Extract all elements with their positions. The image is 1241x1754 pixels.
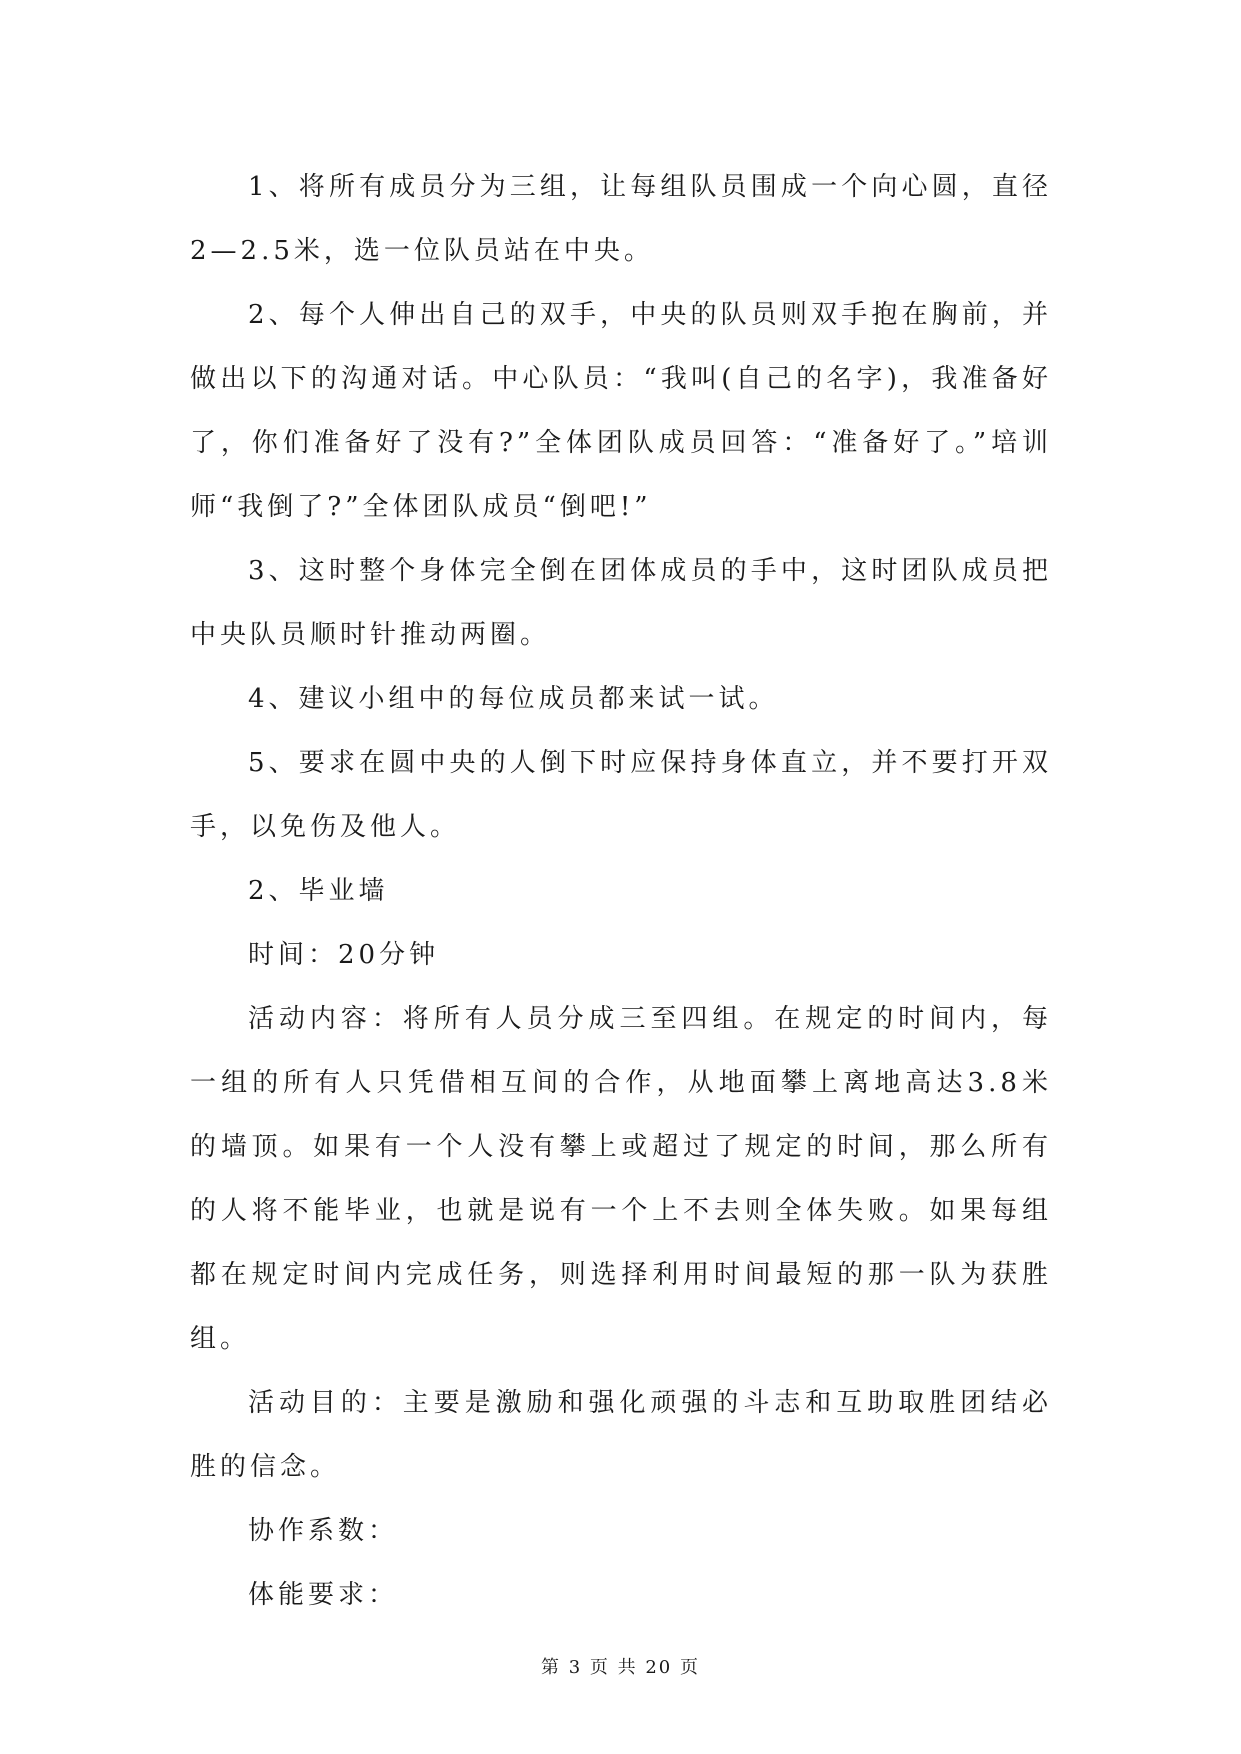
document-body xyxy=(190,155,1052,1627)
page-number-footer: 第 3 页 共 20 页 xyxy=(541,1657,700,1678)
paragraph-activity-content: 活动内容：将所有人员分成三至四组。在规定的时间内，每一组的所有人只凭借相互间的合作，从地面攀上离地高达3.8米的墙顶。如果有一个人没有攀上或超过了规定的时间，那么所有的人将不能毕业，也就是说有一个上不去则全体失败。如果每组都在规定时间内完成任务，则选择利用时间最短的那一队为获胜组。 xyxy=(190,1004,1052,1354)
paragraph-cooperation-factor: 协作系数： xyxy=(248,1516,399,1546)
paragraph-step-5: 5、要求在圆中央的人倒下时应保持身体直立，并不要打开双手，以免伤及他人。 xyxy=(190,748,1052,842)
paragraph-activity-goal: 活动目的：主要是激励和强化顽强的斗志和互助取胜团结必胜的信念。 xyxy=(190,1388,1052,1482)
paragraph-step-2: 2、每个人伸出自己的双手，中央的队员则双手抱在胸前，并做出以下的沟通对话。中心队员：“我叫(自己的名字)，我准备好了，你们准备好了没有?”全体团队成员回答：“准备好了。”培训师“我倒了?”全体团队成员“倒吧!” xyxy=(190,300,1052,522)
section-heading-graduation-wall: 2、毕业墙 xyxy=(248,876,389,906)
paragraph-fitness-requirement: 体能要求： xyxy=(248,1580,399,1610)
paragraph-step-1: 1、将所有成员分为三组，让每组队员围成一个向心圆，直径2—2.5米，选一位队员站在中央。 xyxy=(190,172,1052,266)
paragraph-step-3: 3、这时整个身体完全倒在团体成员的手中，这时团队成员把中央队员顺时针推动两圈。 xyxy=(190,556,1052,650)
paragraph-step-4: 4、建议小组中的每位成员都来试一试。 xyxy=(248,684,779,714)
paragraph-time: 时间：20分钟 xyxy=(248,940,440,970)
